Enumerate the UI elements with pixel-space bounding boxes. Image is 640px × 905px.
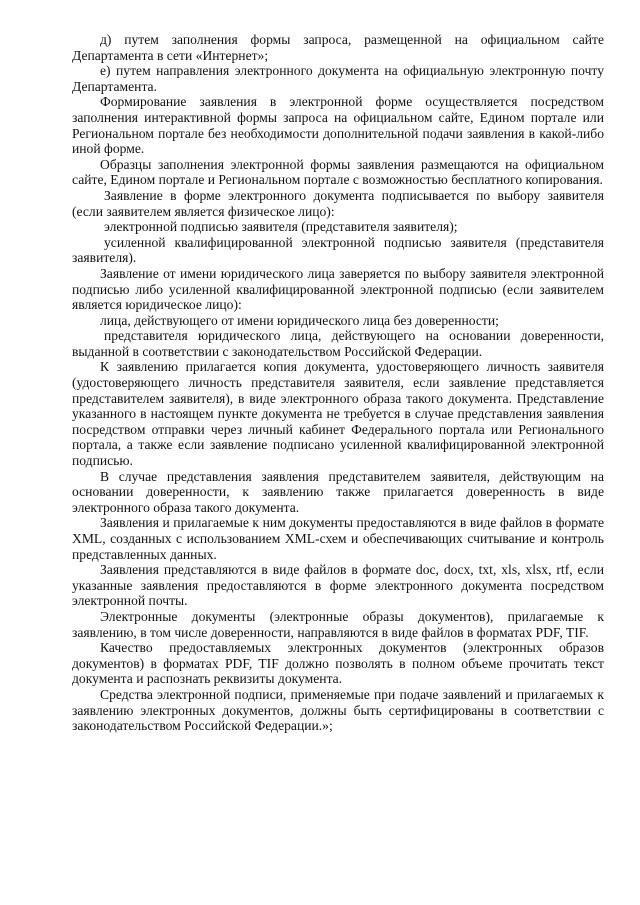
paragraph: Заявления и прилагаемые к ним документы предоставляются в виде файлов в формате XML, созданных с использованием XML-схем и обеспечивающих считывание и контроль представленных данных. [72, 515, 604, 562]
paragraph: К заявлению прилагается копия документа, удостоверяющего личность заявителя (удостоверяющего личность представителя заявителя, если заявление представляется представителем заявителя), в виде электронного образа такого документа. Представление указанного в настоящем пункте документа не требуется в случае представления заявления посредством отправки через личный кабинет Федерального портала или Регионального портала, а также если заявление подписано усиленной квалифицированной электронной подписью. [72, 359, 604, 469]
paragraph: Электронные документы (электронные образы документов), прилагаемые к заявлению, в том числе доверенности, направляются в виде файлов в форматах PDF, TIF. [72, 608, 604, 640]
paragraph: Качество предоставляемых электронных документов (электронных образов документов) в форматах PDF, TIF должно позволять в полном объеме прочитать текст документа и распознать реквизиты документа. [72, 640, 604, 687]
paragraph: д) путем заполнения формы запроса, размещенной на официальном сайте Департамента в сети «Интернет»; [72, 32, 604, 63]
paragraph: Заявление в форме электронного документа подписывается по выбору заявителя (если заявителем является физическое лицо): [72, 187, 604, 219]
paragraph: Заявления представляются в виде файлов в формате doc, docx, txt, xls, xlsx, rtf, если указанные заявления предоставляются в форме электронного документа посредством электронной почты. [72, 562, 604, 609]
list-item: представителя юридического лица, действующего на основании доверенности, выданной в соответствии с законодательством Российской Федерации. [72, 328, 604, 359]
document-page [72, 32, 604, 734]
list-item: электронной подписью заявителя (представителя заявителя); [104, 219, 458, 235]
paragraph: Заявление от имени юридического лица заверяется по выбору заявителя электронной подписью либо усиленной квалифицированной электронной подписью (если заявителем является юридическое лицо): [72, 265, 604, 313]
paragraph: е) путем направления электронного документа на официальную электронную почту Департамента. [72, 63, 604, 94]
paragraph: Образцы заполнения электронной формы заявления размещаются на официальном сайте, Едином портале и Региональном портале с возможностью бесплатного копирования. [72, 156, 604, 188]
list-item: усиленной квалифицированной электронной подписью заявителя (представителя заявителя). [72, 234, 604, 266]
paragraph: Средства электронной подписи, применяемые при подаче заявлений и прилагаемых к заявлению электронных документов, должны быть сертифицированы в соответствии с законодательством Российской Федерации.»; [72, 686, 604, 734]
paragraph: В случае представления заявления представителем заявителя, действующим на основании доверенности, к заявлению также прилагается доверенность в виде электронного образа такого документа. [72, 468, 604, 515]
list-item: лица, действующего от имени юридического лица без доверенности; [100, 312, 499, 328]
paragraph: Формирование заявления в электронной форме осуществляется посредством заполнения интерактивной формы запроса на официальном сайте, Едином портале или Региональном портале без необходимости дополнительной подачи заявления в какой-либо иной форме. [72, 94, 604, 157]
